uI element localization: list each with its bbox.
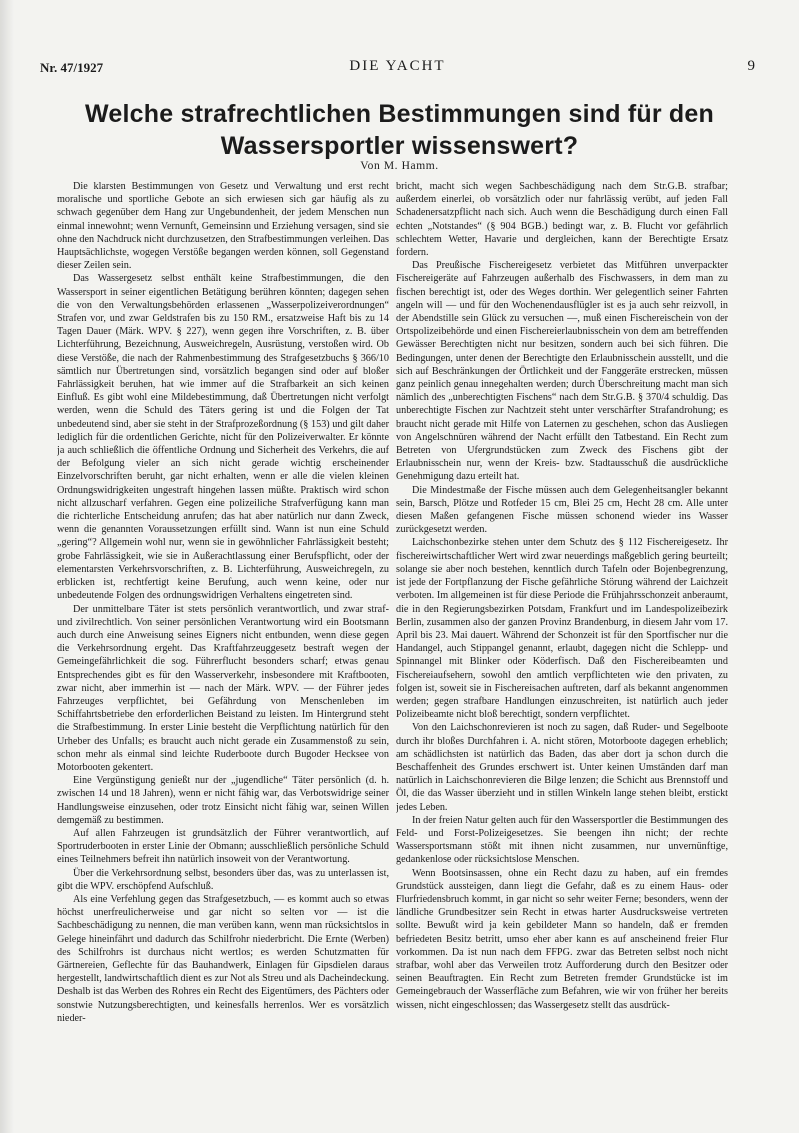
magazine-name: DIE YACHT [349, 58, 446, 74]
paragraph: Von den Laichschonrevieren ist noch zu sagen, daß Ruder- und Segelboote durch ihr bloßes Durchfahren i. A. nicht stören, Motorboote dagegen erheblich; am schädlichsten ist natürlich das Baden, das aber dort ja schon durch die Beschaffenheit des Grundes erschwert ist. Unter keinen Umständen darf man natürlich in Laichschonrevieren die Bilge lenzen; die Schicht aus Brennstoff und Öl, die das Wasser überzieht und in stillen Winkeln lange stehen bleibt, erstickt jedes Leben. [396, 722, 728, 813]
paragraph: Das Wassergesetz selbst enthält keine Strafbestimmungen, die den Wassersport in seiner eigentlichen Betätigung berühren könnten; dagegen sehen die von den Verwaltungsbehörden erlassenen „Wasserpolizeiverordnungen“ Strafen vor, und zwar Geldstrafen bis zu 150 RM., ersatzweise Haft bis zu 14 Tagen Dauer (Märk. WPV. § 227), wenn gegen ihre Vorschriften, z. B. über Lichterführung, Bezeichnung, Ausweichregeln, Ausrüstung, verstoßen wird. Ob diese Verstöße, die nach der Rahmenbestimmung des Strafgesetzbuchs § 366/10 sämtlich nur Übertretungen sind, vorsätzlich begangen sind oder auf bloßer Fahrlässigkeit beruhen, hat wie immer auf die Strafbarkeit an sich keinen Einfluß. Es gibt wohl eine Mildebestimmung, daß Übertretungen nicht verfolgt werden, wenn die Schuld des Täters gering ist und die Folgen der Tat unbedeutend sind, aber sie steht in der Strafprozeßordnung (§ 153) und gilt daher lediglich für die ordentlichen Gerichte, nicht für den Polizeiverwalter. Er könnte ja auch schließlich die öffentliche Ordnung und Sicherheit des Verkehrs, die auf der Befolgung vieler an sich nicht gerade wichtig erscheinender Einzelvorschriften beruht, gar nicht erhalten, wenn er alle die vielen kleinen Ordnungswidrigkeiten ungestraft hingehen lassen müßte. Praktisch wird schon nicht allzuscharf verfahren. Gegen eine polizeiliche Strafverfügung kann man die richterliche Entscheidung anrufen; das hat aber natürlich nur dann Zweck, wenn die genannten Voraussetzungen erfüllt sind. Wann ist nun eine Schuld „gering“? Allgemein wohl nur, wenn sie in gewöhnlicher Fahrlässigkeit besteht; grobe Fahrlässigkeit, wie sie in Außerachtlassung einer Berufspflicht, oder der elementarsten Verkehrsvorschriften, z. B. Lichterführung, Ausweichregeln, zu erblicken ist, rechtfertigt keine Berufung, auch wenn keine, oder nur unbedeutende Folgen des ordnungswidrigen Verhaltens eingetreten sind. [57, 273, 389, 602]
paragraph: Über die Verkehrsordnung selbst, besonders über das, was zu unterlassen ist, gibt die WPV. erschöpfend Aufschluß. [57, 867, 389, 892]
paragraph: bricht, macht sich wegen Sachbeschädigung nach dem Str.G.B. strafbar; außerdem einerlei, ob vorsätzlich oder nur fahrlässig verübt, auf jeden Fall Schadenersatzpflicht nach sich. Auch wenn die Beschädigung durch einen Fall echten „Notstandes“ (§ 904 BGB.) bedingt war, z. B. Flucht vor gefährlich schlechtem Wetter, Havarie und dergleichen, kann der Berechtigte Ersatz fordern. [396, 181, 728, 259]
paragraph: Wenn Bootsinsassen, ohne ein Recht dazu zu haben, auf ein fremdes Grundstück aussteigen, dann liegt die Gefahr, daß es zu einem Haus- oder Flurfriedensbruch kommt, in gar nicht so sehr weiter Ferne; besonders, wenn der ländliche Grundbesitzer sein Recht in etwas harter Ausdrucksweise vertreten sollte. Bewußt wird ja kein gebildeter Mann so handeln, daß er fremden befriedeten Besitz betritt, umso eher aber kann es auf anscheinend freier Flur vorkommen. Da ist nun nach dem FFPG. zwar das Betreten selbst noch nicht strafbar, wohl aber das Verweilen trotz Aufforderung durch den Besitzer oder seinen Beauftragten. Ein Recht zum Betreten fremder Grundstücke ist im Gemeingebrauch der Wasserfläche zum Befahren, wie wir von früher her bereits wissen, nicht eingeschlossen; das Wassergesetz stellt das ausdrück- [396, 867, 728, 1011]
paragraph: Die Mindestmaße der Fische müssen auch dem Gelegenheitsangler bekannt sein, Barsch, Plötze und Rotfeder 15 cm, Blei 25 cm, Hecht 28 cm. Alle unter diesen Maßen gefangenen Fische müssen schonend wieder ins Wasser zurückgesetzt werden. [396, 484, 728, 536]
paragraph: Die klarsten Bestimmungen von Gesetz und Verwaltung und erst recht moralische und sportliche Gebote an sich erwiesen sich gar häufig als zu schwach gegenüber dem Hang zur Ungebundenheit, der jedem Menschen nun einmal innewohnt; wenn Vernunft, Gemeinsinn und Erziehung versagen, sind sie ohne den Nachdruck nicht durchzusetzen, den Strafbestimmungen verleihen. Das Hauptsächlichste, wogegen Verstöße begangen werden können, soll Gegenstand dieser Zeilen sein. [57, 181, 389, 272]
paragraph: Auf allen Fahrzeugen ist grundsätzlich der Führer verantwortlich, auf Sportruderbooten in erster Linie der Obmann; ausschließlich persönliche Schuld eines Teilnehmers befreit ihn natürlich insoweit von der Verantwortung. [57, 827, 389, 866]
issue-number: Nr. 47/1927 [40, 60, 104, 75]
page-header [40, 58, 755, 78]
paragraph: Eine Vergünstigung genießt nur der „jugendliche“ Täter persönlich (d. h. zwischen 14 und 18 Jahren), wenn er nicht fähig war, das Verbotswidrige seiner Handlungsweise einzusehen, oder trotz Einsicht nicht fähig war, seinen Willen demgemäß zu bestimmen. [57, 775, 389, 826]
article-title [60, 98, 739, 162]
paragraph: In der freien Natur gelten auch für den Wassersportler die Bestimmungen des Feld- und Forst-Polizeigesetzes. Sie beengen ihn nicht; der rechte Wassersportsmann stößt mit ihnen nicht zusammen, nur unvernünftige, gedankenlose oder rücksichtslose Menschen. [396, 814, 728, 866]
paragraph: Laichschonbezirke stehen unter dem Schutz des § 112 Fischereigesetz. Ihr fischereiwirtschaftlicher Wert wird zwar neuerdings maßgeblich gering beurteilt; solange sie aber noch bestehen, kenntlich durch Tafeln oder Bojenbegrenzung, ist jede der Fortpflanzung der Fische gefährliche Störung während der Laichzeit verboten. Im allgemeinen ist für diese Periode die Frühjahrsschonzeit anberaumt, die in den Regierungsbezirken Potsdam, Frankfurt und im Landespolizeibezirk Berlin, zusammen also der ganzen Provinz Brandenburg, in diesem Jahr vom 17. April bis 23. Mai dauert. Während der Schonzeit ist für den Sportfischer nur die Handangel, auch Stippangel genannt, erlaubt, dagegen nicht die Schlepp- und Spinnangel mit Blinker oder Köderfisch. Daß den Fischereibeamten und Fischereiaufsehern, sowohl den amtlich verpflichteten wie den privaten, zu folgen ist, soweit sie in Fischereisachen auftreten, darf als bekannt angenommen werden; gegen strafbare Handlungen einzuschreiten, ist natürlich auch jeder Polizeibeamte nicht bloß berechtigt, sondern verpflichtet. [396, 537, 728, 721]
article-column-right [396, 180, 728, 1098]
article-title-line-2: Wassersportler wissenswert? [220, 132, 579, 160]
paragraph: Der unmittelbare Täter ist stets persönlich verantwortlich, und zwar straf- und zivilrechtlich. Von seiner persönlichen Verantwortung wird ein Bootsmann auch durch eine Anweisung seines Eigners nicht entbunden, wenn diese gegen die Verkehrsordnung ergeht. Das Kraftfahrzeuggesetz bestraft wegen der Gemeingefährlichkeit die sog. Führerflucht besonders scharf; etwas genau Entsprechendes gibt es für den Wasserverkehr, insbesondere mit Kraftbooten, zwar nicht, aber immerhin ist — nach der Märk. WPV. — der Führer jedes Fahrzeuges verpflichtet, bei Gefährdung von Menschenleben im Schiffahrtsbetriebe den erforderlichen Beistand zu leisten. Im Hintergrund steht die Strafbestimmung. In erster Linie besteht die Verpflichtung natürlich für den Urheber des Unfalls; es braucht auch nicht gerade ein Zusammenstoß zu sein, schon mehr als einmal sind leichte Ruderboote durch Bugoder Hecksee von Motorbooten gekentert. [57, 603, 389, 773]
article-title-line-1: Welche strafrechtlichen Bestimmungen sind für den [85, 100, 714, 128]
paragraph: Das Preußische Fischereigesetz verbietet das Mitführen unverpackter Fischereigeräte auf Fahrzeugen außerhalb des Fischwassers, in dem man zu fischen berechtigt ist, oder des Weges dorthin. Wer gelegentlich seiner Fahrten angeln will — und für den Wochenendausflügler ist es ja auch sehr reizvoll, in der Abendstille sein Glück zu versuchen —, muß einen Fischereischein von der Ortspolizeibehörde und einen Fischereierlaubnisschein von dem am betreffenden Gewässer Berechtigten nicht nur besitzen, sondern auch bei sich führen. Die Bedingungen, unter denen der Berechtigte den Erlaubnisschein ausstellt, und die sich auf Beschränkungen der Örtlichkeit und der Fanggeräte erstrecken, müssen ganz peinlich genau innegehalten werden; durch Überschreitung macht man sich nämlich des „unberechtigten Fischens“ nach dem Str.G.B. § 370/4 schuldig. Das unberechtigte Fischen zur Nachtzeit steht unter verschärfter Strafandrohung; es braucht nicht gerade mit Hilfe von Laternen zu geschehen, schon das Ausliegen von Angelschnüren während der Nacht erfüllt den Tatbestand. Ein Recht zum Betreten von Ufergrundstücken zum Zweck des Fischens gibt der Erlaubnisschein nur, wenn der Kreis- bzw. Stadtausschuß die ausdrückliche Genehmigung dazu erteilt hat. [396, 260, 728, 483]
page-number: 9 [747, 58, 755, 74]
paragraph: Als eine Verfehlung gegen das Strafgesetzbuch, — es kommt auch so etwas höchst unerfreulicherweise und gar nicht so selten vor — ist die Sachbeschädigung zu nennen, die man verüben kann, wenn man rücksichtslos in Gelege hineinfährt und dadurch das Schilfrohr niederbricht. Die Ernte (Werben) des Schilfrohrs ist durchaus nicht wertlos; es werden Schutzmatten für Gärtnereien, Geflechte für das Bauhandwerk, Einlagen für Gipsdielen daraus hergestellt, landwirtschaftlich dient es zur Not als Streu und als Dacheindeckung. Deshalb ist das Werben des Rohres ein Recht des Eigentümers, des Pächters oder sonstwie Nutzungsberechtigten, und keinesfalls herrenlos. Wer es vorsätzlich nieder- [57, 893, 389, 1024]
article-column-left [57, 180, 389, 1098]
article-author: Von M. Hamm. [360, 160, 439, 172]
